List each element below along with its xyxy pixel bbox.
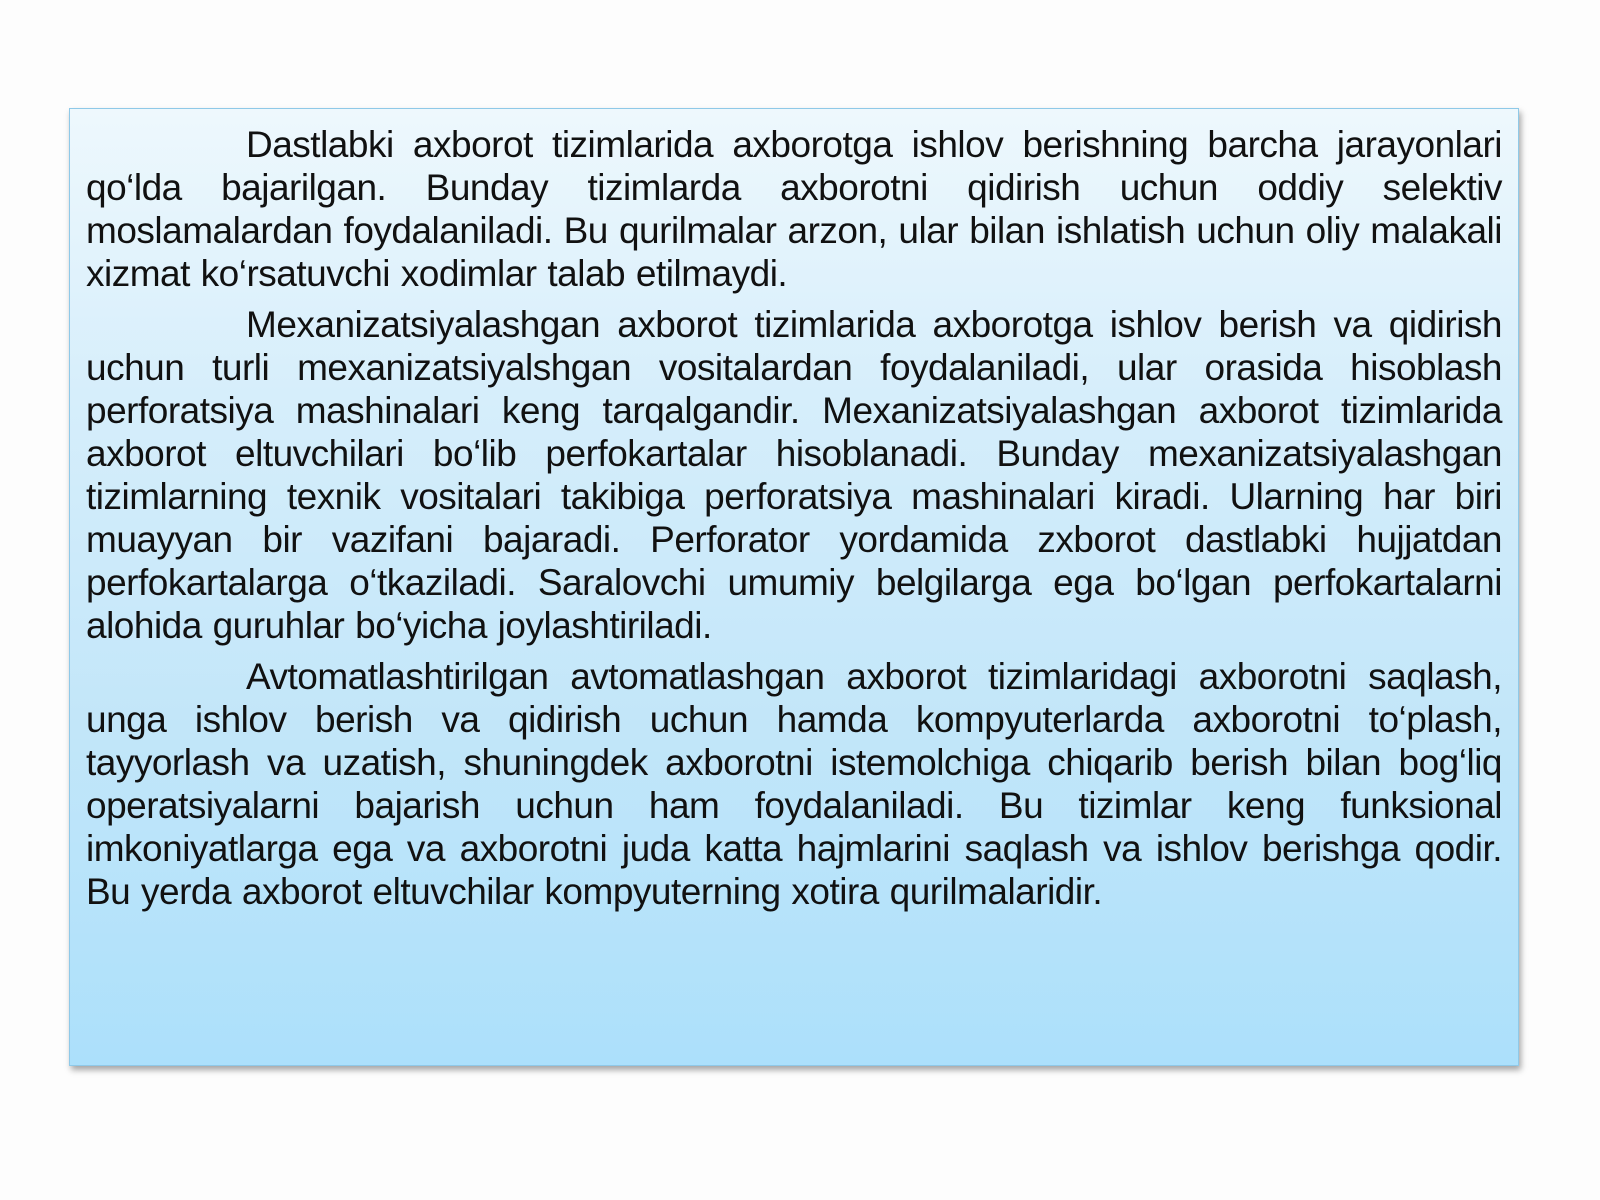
paragraph-1: Dastlabki axborot tizimlarida axborotga ishlov berishning barcha jarayonlari qo‘lda bajarilgan. Bunday tizimlarda axborotni qidirish uchun oddiy selektiv moslamalardan foydalaniladi. Bu qurilmalar arzon, ular bilan ishlatish uchun oliy malakali xizmat ko‘rsatuvchi xodimlar talab etilmaydi. bbox=[86, 124, 1502, 294]
paragraph-2: Mexanizatsiyalashgan axborot tizimlarida axborotga ishlov berish va qidirish uchun turli mexanizatsiyalshgan vositalardan foydalaniladi, ular orasida hisoblash perforatsiya mashinalari keng tarqalgandir. Mexanizatsiyalashgan axborot tizimlarida axborot eltuvchilari bo‘lib perfokartalar hisoblanadi. Bunday mexanizatsiyalashgan tizimlarning texnik vositalari takibiga perforatsiya mashinalari kiradi. Ularning har biri muayyan bir vazifani bajaradi. Perforator yordamida zxborot dastlabki hujjatdan perfokartalarga o‘tkaziladi. Saralovchi umumiy belgilarga ega bo‘lgan perfokartalarni alohida guruhlar bo‘yicha joylashtiriladi. bbox=[86, 304, 1502, 646]
text-box bbox=[69, 108, 1519, 1066]
paragraph-3: Avtomatlashtirilgan avtomatlashgan axborot tizimlaridagi axborotni saqlash, unga ishlov berish va qidirish uchun hamda kompyuterlarda axborotni to‘plash, tayyorlash va uzatish, shuningdek axborotni istemolchiga chiqarib berish bilan bog‘liq operatsiyalarni bajarish uchun ham foydalaniladi. Bu tizimlar keng funksional imkoniyatlarga ega va axborotni juda katta hajmlarini saqlash va ishlov berishga qodir. Bu yerda axborot eltuvchilar kompyuterning xotira qurilmalaridir. bbox=[86, 656, 1502, 912]
